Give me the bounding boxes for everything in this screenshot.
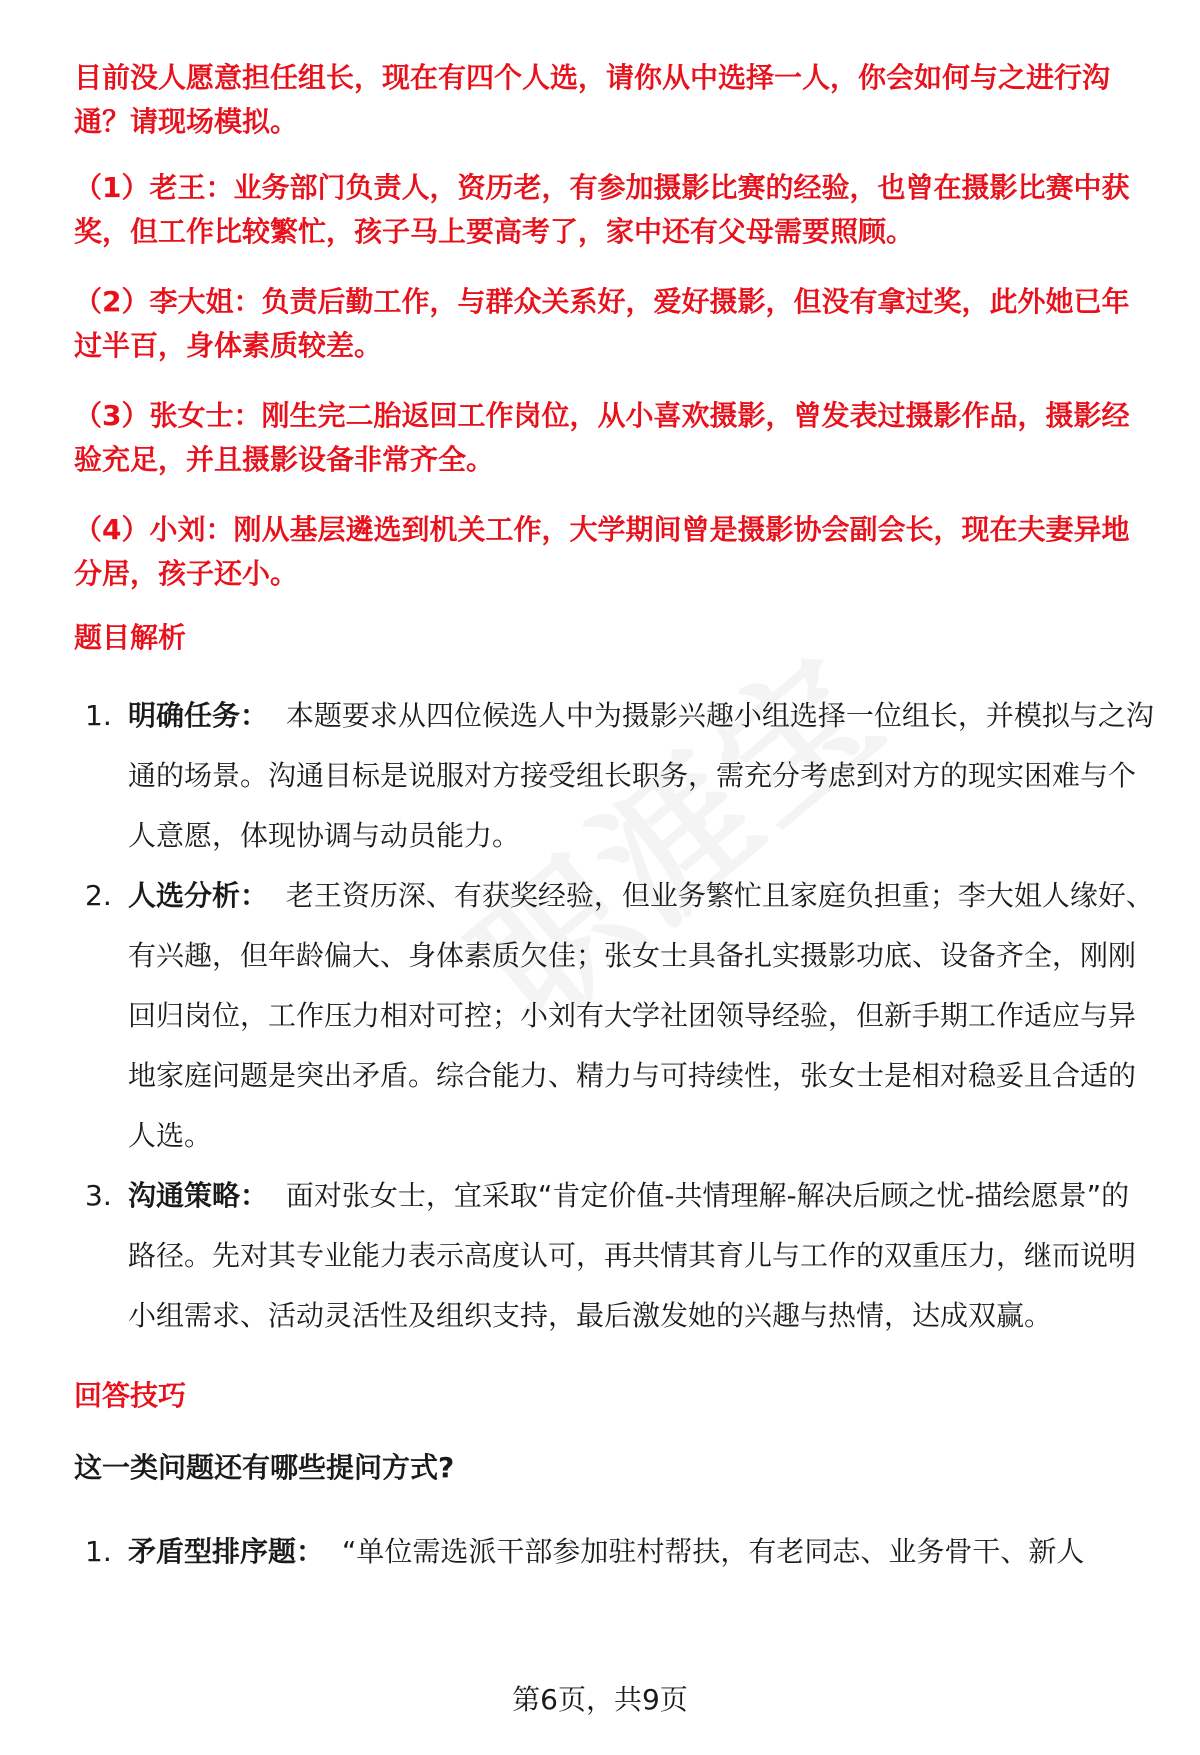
list-number: 1. bbox=[85, 699, 112, 732]
list-number: 1. bbox=[85, 1535, 112, 1568]
candidate-2: （2）李大姐：负责后勤工作，与群众关系好，爱好摄影，但没有拿过奖，此外她已年过半百，身体素质较差。 bbox=[74, 285, 1130, 362]
list-text: “单位需选派干部参加驻村帮扶，有老同志、业务骨干、新人 bbox=[341, 1535, 1085, 1568]
list-term: 矛盾型排序题： bbox=[128, 1535, 325, 1568]
question-intro: 目前没人愿意担任组长，现在有四个人选，请你从中选择一人，你会如何与之进行沟通？请现场模拟。 bbox=[74, 61, 1111, 138]
page-footer: 第6页，共9页 bbox=[512, 1683, 688, 1716]
analysis-heading: 题目解析 bbox=[74, 621, 187, 654]
list-text: 面对张女士，宜采取“肯定价值-共情理解-解决后顾之忧-描绘愿景”的路径。先对其专业能力表示高度认可，再共情其育儿与工作的双重压力，继而说明小组需求、活动灵活性及组织支持，最后激发她的兴趣与热情，达成双赢。 bbox=[128, 1179, 1137, 1332]
tips-subheading: 这一类问题还有哪些提问方式? bbox=[74, 1451, 455, 1484]
document-body bbox=[74, 56, 1154, 1582]
candidate-3: （3）张女士：刚生完二胎返回工作岗位，从小喜欢摄影，曾发表过摄影作品，摄影经验充足，并且摄影设备非常齐全。 bbox=[74, 399, 1130, 476]
list-text: 老王资历深、有获奖经验，但业务繁忙且家庭负担重；李大姐人缘好、有兴趣，但年龄偏大、身体素质欠佳；张女士具备扎实摄影功底、设备齐全，刚刚回归岗位，工作压力相对可控；小刘有大学社团领导经验，但新手期工作适应与异地家庭问题是突出矛盾。综合能力、精力与可持续性，张女士是相对稳妥且合适的人选。 bbox=[128, 879, 1154, 1152]
tips-heading: 回答技巧 bbox=[74, 1379, 187, 1412]
candidate-1: （1）老王：业务部门负责人，资历老，有参加摄影比赛的经验，也曾在摄影比赛中获奖，但工作比较繁忙，孩子马上要高考了，家中还有父母需要照顾。 bbox=[74, 171, 1130, 248]
list-text: 本题要求从四位候选人中为摄影兴趣小组选择一位组长，并模拟与之沟通的场景。沟通目标是说服对方接受组长职务，需充分考虑到对方的现实困难与个人意愿，体现协调与动员能力。 bbox=[128, 699, 1154, 852]
analysis-list bbox=[74, 686, 1154, 1346]
list-item bbox=[74, 1522, 1154, 1582]
list-number: 2. bbox=[85, 879, 112, 912]
list-item bbox=[74, 686, 1154, 866]
list-term: 明确任务： bbox=[128, 699, 269, 732]
list-item bbox=[74, 1166, 1154, 1346]
tips-list bbox=[74, 1522, 1154, 1582]
list-term: 人选分析： bbox=[128, 879, 269, 912]
candidate-4: （4）小刘：刚从基层遴选到机关工作，大学期间曾是摄影协会副会长，现在夫妻异地分居，孩子还小。 bbox=[74, 513, 1130, 590]
list-number: 3. bbox=[85, 1179, 112, 1212]
list-item bbox=[74, 866, 1154, 1166]
list-term: 沟通策略： bbox=[128, 1179, 269, 1212]
